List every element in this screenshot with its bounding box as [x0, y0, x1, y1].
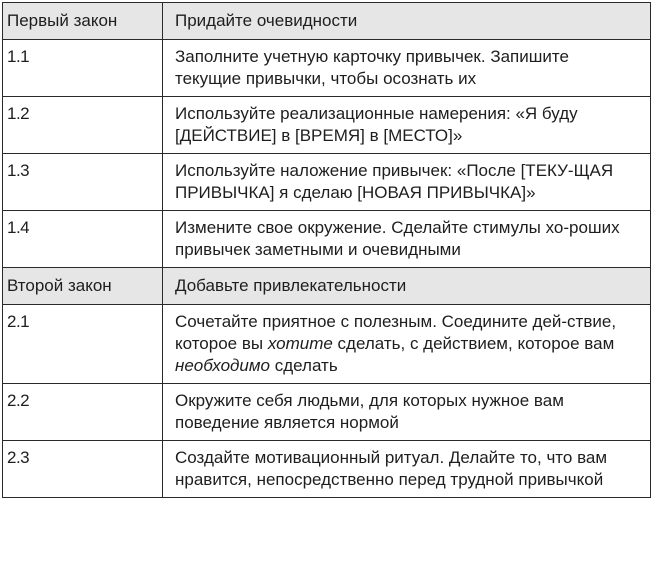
- row-text: [163, 40, 651, 97]
- table-row: [3, 154, 651, 211]
- law-title: Добавьте привлекательности: [163, 268, 651, 305]
- row-text-part: Используйте наложение привычек: «После [ТЕКУ-ЩАЯ ПРИВЫЧКА] я сделаю [НОВАЯ ПРИВЫЧКА]»: [175, 161, 614, 202]
- row-number: 1.4: [3, 211, 163, 268]
- habit-laws-table: [2, 2, 651, 498]
- row-text-emphasis: хотите: [267, 334, 333, 353]
- law-label: Первый закон: [3, 3, 163, 40]
- row-number: 2.3: [3, 441, 163, 498]
- law-header-row: [3, 268, 651, 305]
- row-text-part: сделать, с действием, которое вам: [332, 334, 615, 353]
- table-row: [3, 40, 651, 97]
- law-label: Второй закон: [3, 268, 163, 305]
- law-header-row: [3, 3, 651, 40]
- row-text-part: Заполните учетную карточку привычек. Запишите текущие привычки, чтобы осознать их: [175, 47, 569, 88]
- table-row: [3, 305, 651, 384]
- row-text-part: Сочетайте приятное с полезным. Соедините дей-ствие, которое вы: [175, 312, 617, 353]
- row-text: [163, 305, 651, 384]
- row-text: [163, 154, 651, 211]
- row-text-part: Окружите себя людьми, для которых нужное вам поведение является нормой: [175, 391, 564, 432]
- row-text-emphasis: необходимо: [175, 356, 270, 375]
- table-row: [3, 441, 651, 498]
- row-text: [163, 211, 651, 268]
- law-title: Придайте очевидности: [163, 3, 651, 40]
- row-text: [163, 384, 651, 441]
- table-row: [3, 211, 651, 268]
- table-row: [3, 384, 651, 441]
- row-number: 1.3: [3, 154, 163, 211]
- row-number: 2.1: [3, 305, 163, 384]
- row-text: [163, 441, 651, 498]
- row-number: 2.2: [3, 384, 163, 441]
- row-number: 1.2: [3, 97, 163, 154]
- row-text-part: Измените свое окружение. Сделайте стимулы хо-роших привычек заметными и очевидными: [175, 218, 620, 259]
- row-text-part: Используйте реализационные намерения: «Я буду [ДЕЙСТВИЕ] в [ВРЕМЯ] в [МЕСТО]»: [175, 104, 578, 145]
- row-text-part: Создайте мотивационный ритуал. Делайте то, что вам нравится, непосредственно перед трудной привычкой: [175, 448, 608, 489]
- row-text-part: сделать: [270, 356, 338, 375]
- table-row: [3, 97, 651, 154]
- row-text: [163, 97, 651, 154]
- row-number: 1.1: [3, 40, 163, 97]
